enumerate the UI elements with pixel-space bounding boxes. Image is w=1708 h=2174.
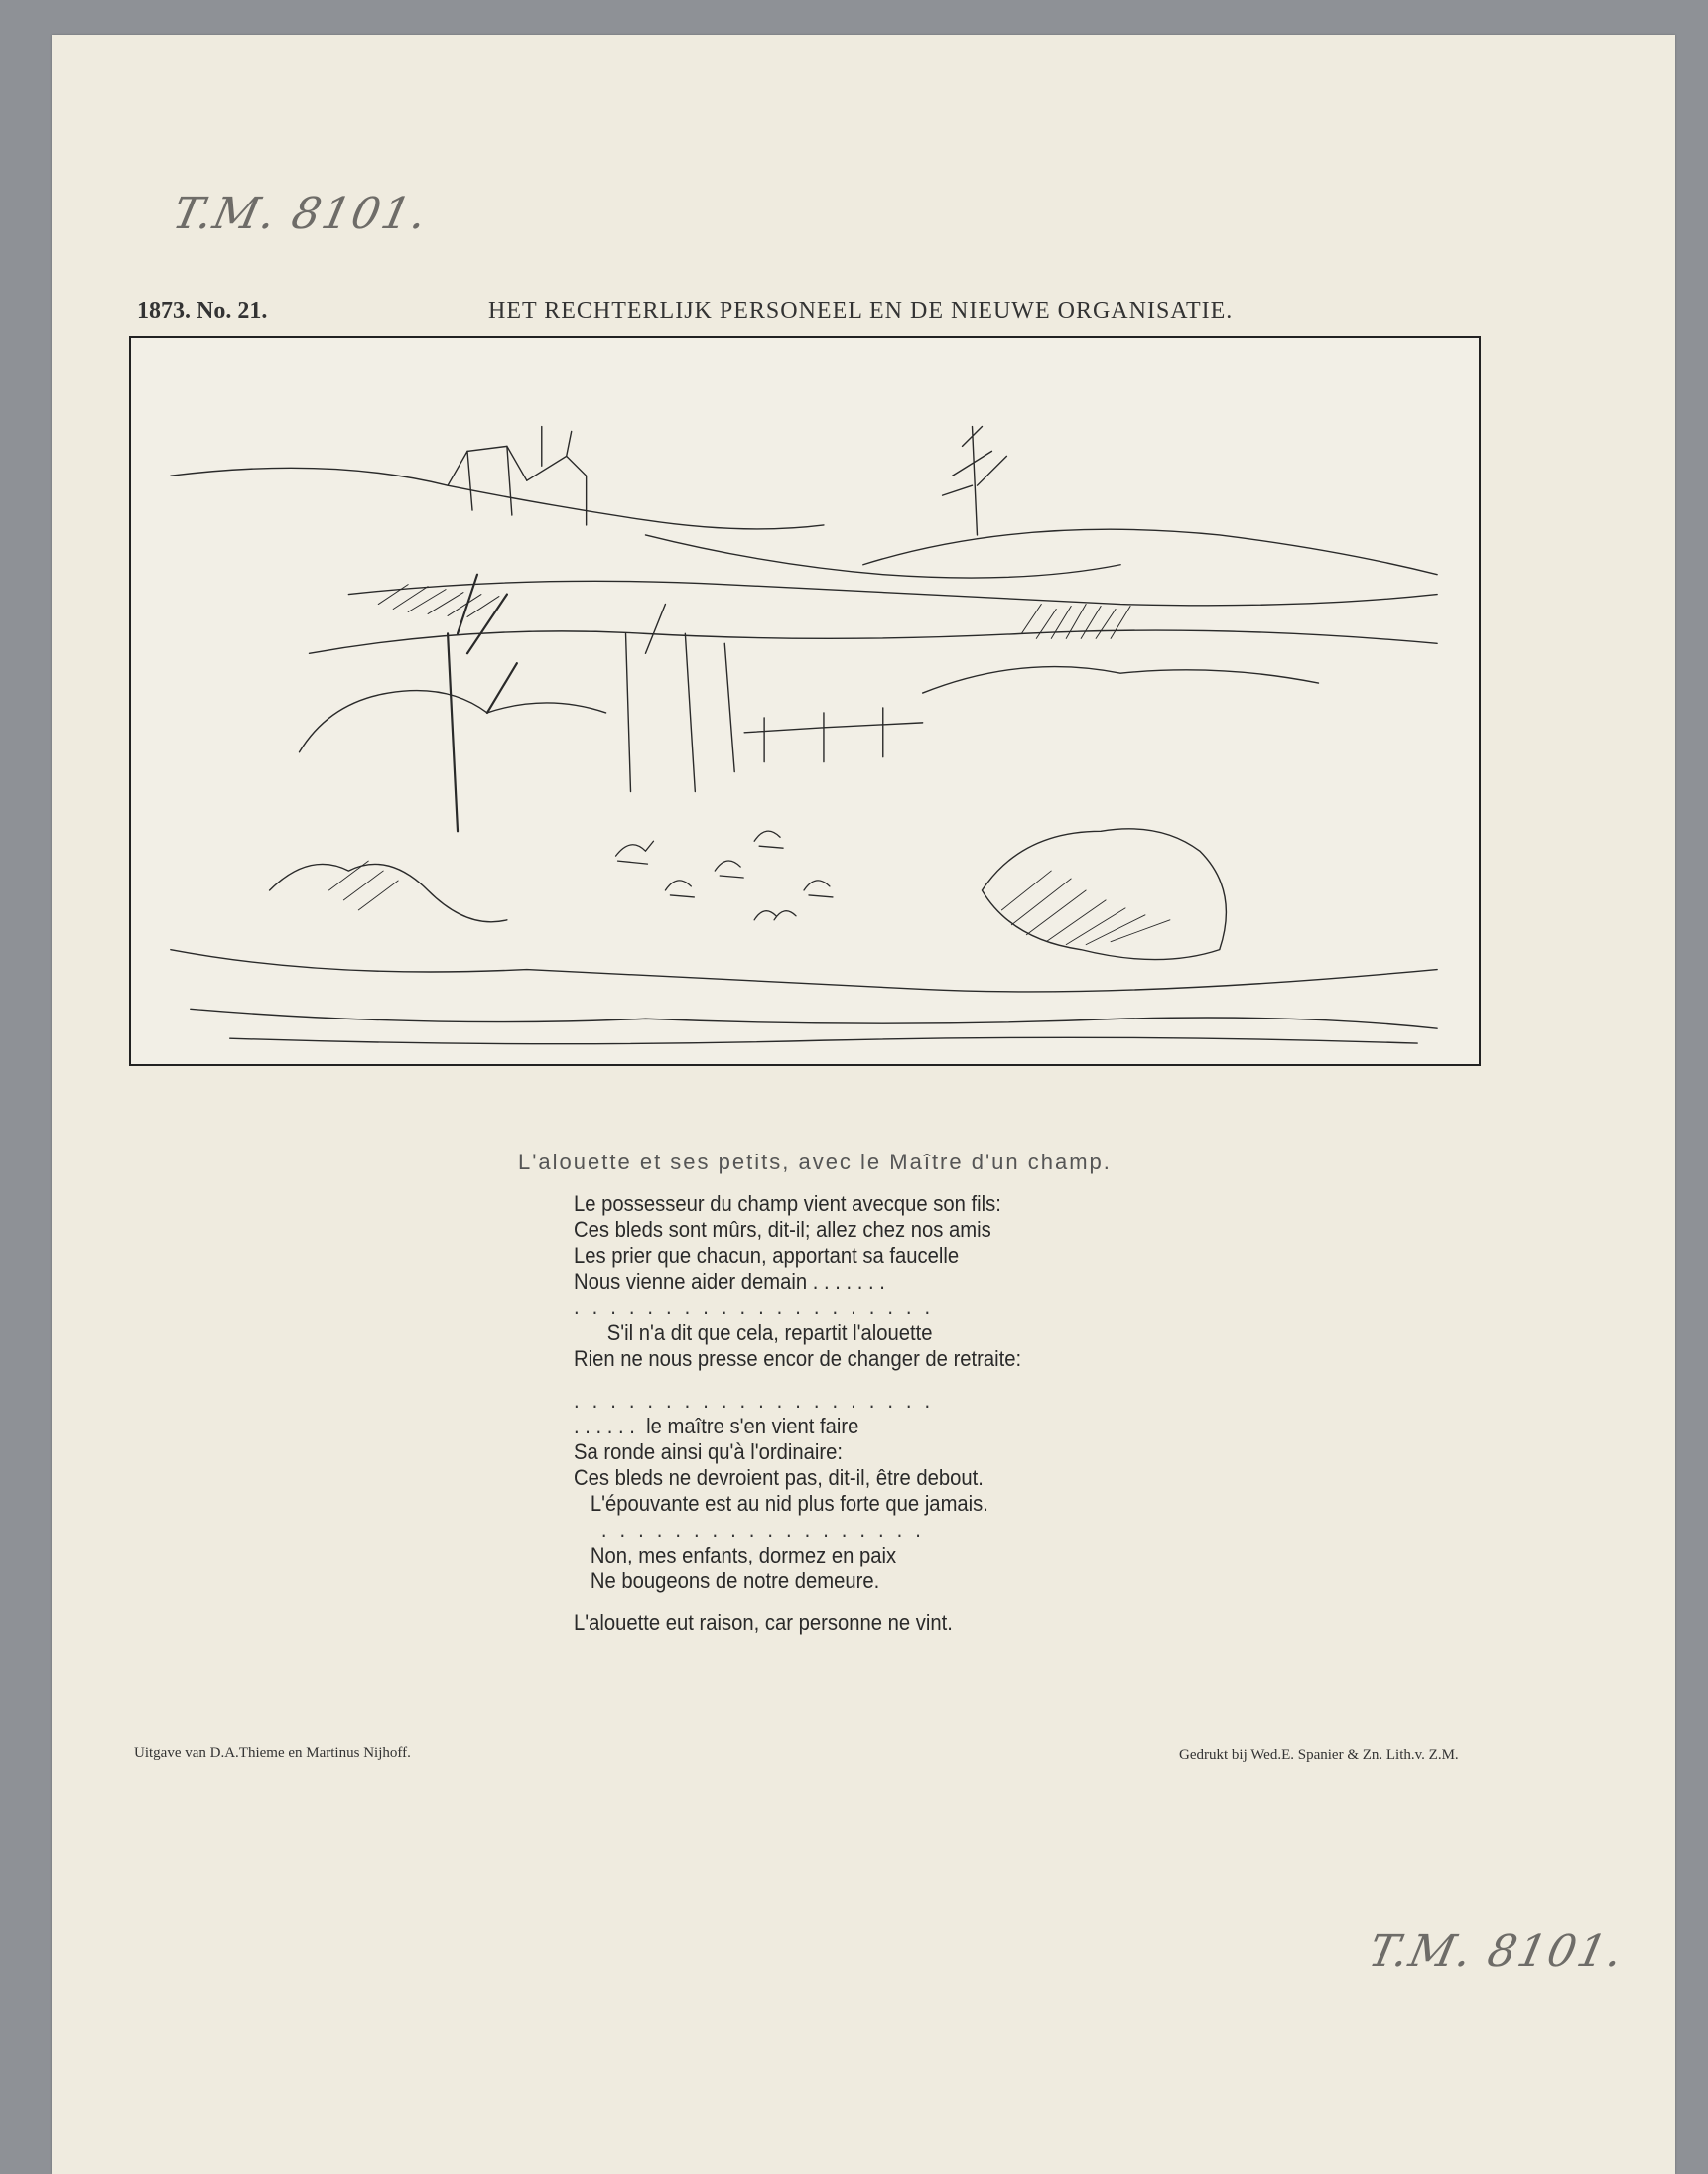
handwritten-inventory-number-top: T.M. 8101. <box>168 189 434 239</box>
poem-line: Ces bleds sont mûrs, dit-il; allez chez nos amis <box>574 1217 991 1242</box>
poem-line: Rien ne nous presse encor de changer de retraite: <box>574 1346 1022 1371</box>
landscape-illustration <box>129 336 1481 1066</box>
print-title: HET RECHTERLIJK PERSONEEL EN DE NIEUWE ORGANISATIE. <box>488 298 1234 324</box>
publisher-credit: Uitgave van D.A.Thieme en Martinus Nijhoff. <box>134 1745 411 1761</box>
poem-line: S'il n'a dit que cela, repartit l'alouette <box>574 1320 933 1345</box>
poem-line: Le possesseur du champ vient avecque son fils: <box>574 1191 1001 1216</box>
poem-line: L'épouvante est au nid plus forte que jamais. <box>574 1491 988 1516</box>
poem-line: Ne bougeons de notre demeure. <box>574 1568 880 1593</box>
handwritten-inventory-number-bottom: T.M. 8101. <box>1364 1926 1630 1976</box>
poem-ellipsis-line: . . . . . . . . . . . . . . . . . . . . <box>574 1388 934 1413</box>
poem-line: L'alouette eut raison, car personne ne vint. <box>574 1610 953 1635</box>
poem-line: Les prier que chacun, apportant sa faucelle <box>574 1243 960 1268</box>
poem-ellipsis-line: . . . . . . . . . . . . . . . . . . . . <box>574 1294 934 1319</box>
issue-number: 1873. No. 21. <box>137 298 268 324</box>
poem-line: . . . . . . le maître s'en vient faire <box>574 1414 859 1438</box>
poem-title: L'alouette et ses petits, avec le Maître d'un champ. <box>518 1150 1112 1174</box>
poem-line: Ces bleds ne devroient pas, dit-il, être debout. <box>574 1465 984 1490</box>
printer-credit: Gedrukt bij Wed.E. Spanier & Zn. Lith.v. Z.M. <box>1179 1747 1459 1763</box>
poem-ellipsis-line: . . . . . . . . . . . . . . . . . . <box>574 1517 925 1542</box>
poem-line: Nous vienne aider demain . . . . . . . <box>574 1269 885 1293</box>
poem-line: Sa ronde ainsi qu'à l'ordinaire: <box>574 1439 844 1464</box>
poem-line: Non, mes enfants, dormez en paix <box>574 1543 897 1567</box>
landscape-drawing <box>131 338 1479 1064</box>
poem-text <box>574 1191 1268 1636</box>
